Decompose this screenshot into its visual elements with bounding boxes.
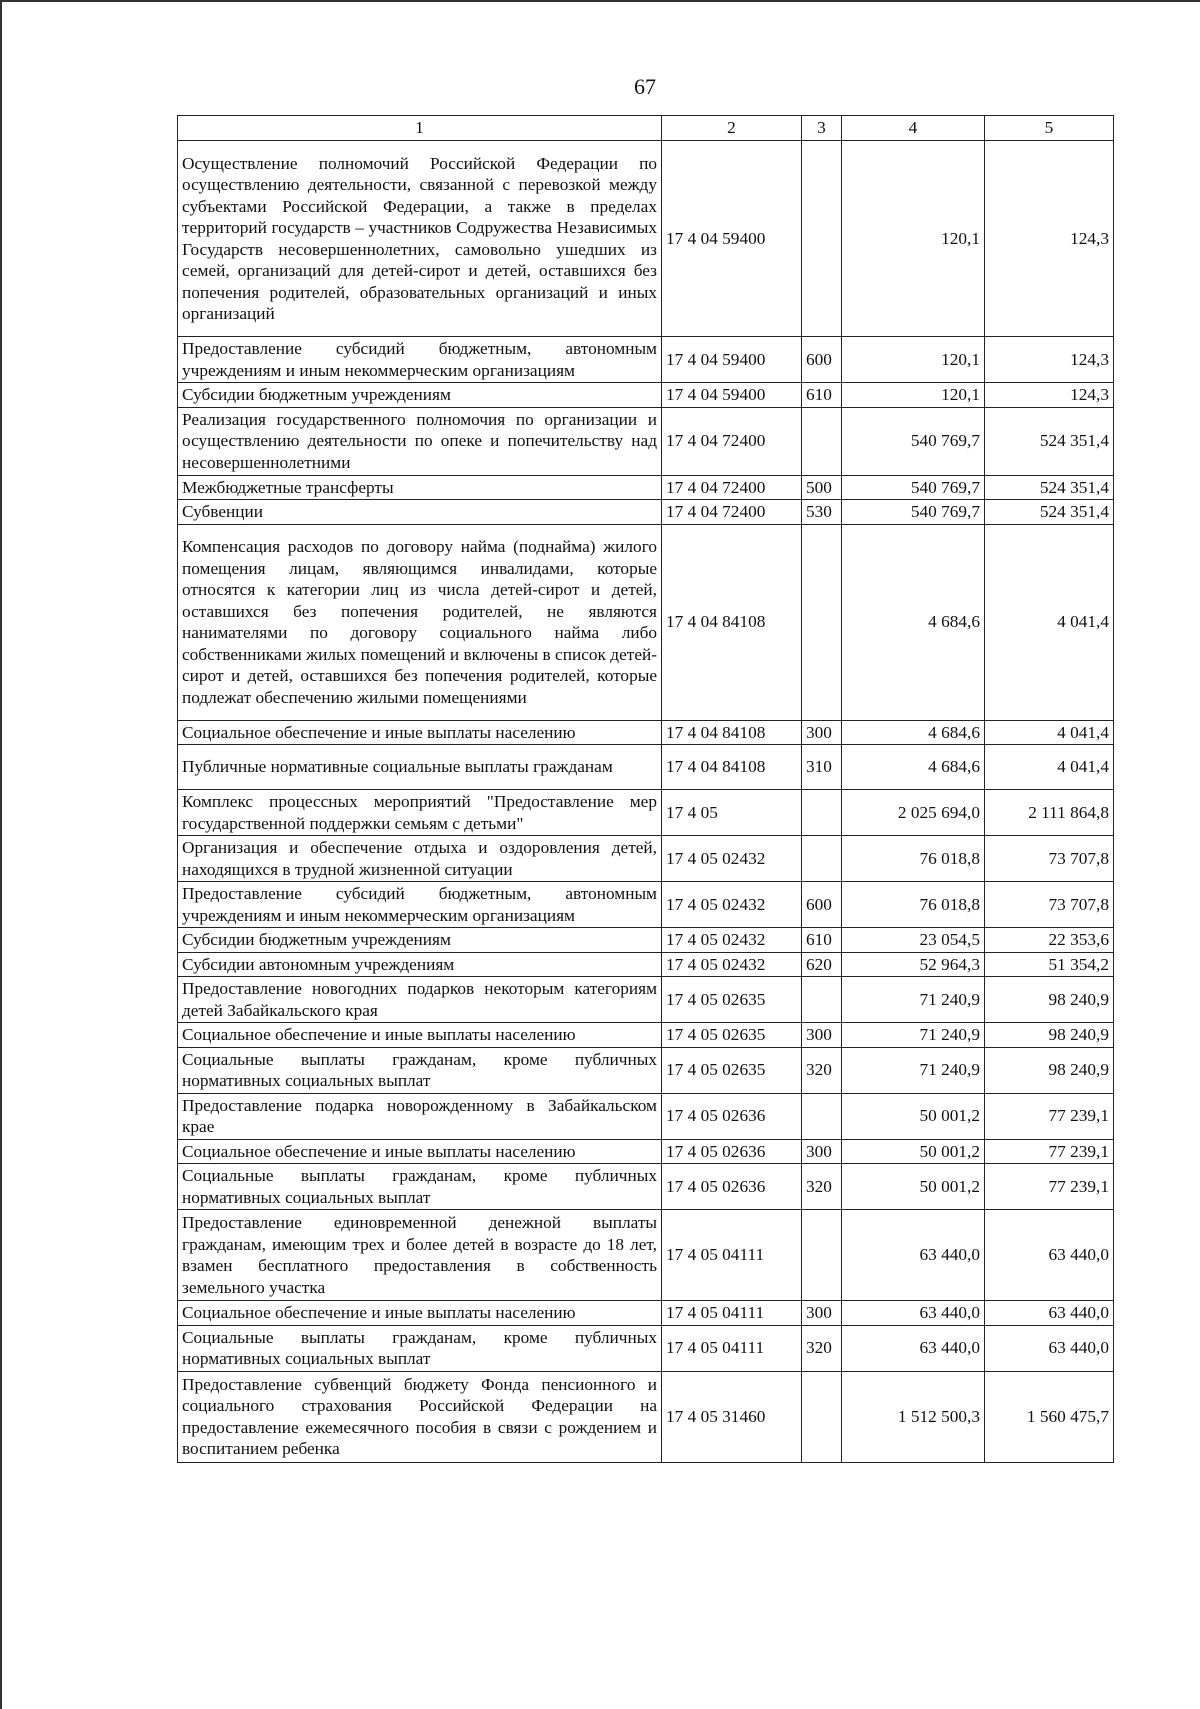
row-name: Субсидии бюджетным учреждениям bbox=[178, 383, 662, 408]
row-value-col4: 50 001,2 bbox=[842, 1139, 985, 1164]
row-value-col4: 4 684,6 bbox=[842, 745, 985, 790]
row-value-col5: 98 240,9 bbox=[985, 977, 1114, 1023]
row-value-col4: 540 769,7 bbox=[842, 407, 985, 475]
row-value-col5: 98 240,9 bbox=[985, 1023, 1114, 1048]
table-row bbox=[178, 1093, 1114, 1139]
row-expense-type: 610 bbox=[802, 383, 842, 408]
row-name: Субсидии автономным учреждениям bbox=[178, 952, 662, 977]
row-value-col5: 1 560 475,7 bbox=[985, 1371, 1114, 1462]
table-row bbox=[178, 977, 1114, 1023]
row-expense-type: 310 bbox=[802, 745, 842, 790]
row-expense-type: 600 bbox=[802, 882, 842, 928]
row-name: Социальное обеспечение и иные выплаты населению bbox=[178, 1023, 662, 1048]
row-expense-type bbox=[802, 977, 842, 1023]
row-expense-type: 320 bbox=[802, 1047, 842, 1093]
table-header-row bbox=[178, 116, 1114, 141]
row-value-col4: 63 440,0 bbox=[842, 1301, 985, 1326]
page-number: 67 bbox=[634, 74, 656, 99]
row-name: Организация и обеспечение отдыха и оздоровления детей, находящихся в трудной жизненной ситуации bbox=[178, 836, 662, 882]
table-row bbox=[178, 475, 1114, 500]
table-row bbox=[178, 383, 1114, 408]
row-expense-type bbox=[802, 407, 842, 475]
row-value-col4: 540 769,7 bbox=[842, 475, 985, 500]
row-value-col4: 52 964,3 bbox=[842, 952, 985, 977]
table-row bbox=[178, 836, 1114, 882]
row-code: 17 4 04 59400 bbox=[662, 383, 802, 408]
budget-table bbox=[177, 115, 1114, 1463]
row-name: Компенсация расходов по договору найма (поднайма) жилого помещения лицам, являющимся инвалидами, которые относятся к категории лиц из числа детей-сирот и детей, оставшихся без попечения родителей, не являются нанимателями по договору социального найма либо собственниками жилых помещений и включены в список детей-сирот и детей, оставшихся без попечения родителей, которые подлежат обеспечению жилыми помещениями bbox=[178, 524, 662, 720]
row-expense-type: 620 bbox=[802, 952, 842, 977]
row-expense-type: 300 bbox=[802, 1301, 842, 1326]
row-value-col5: 524 351,4 bbox=[985, 475, 1114, 500]
row-value-col5: 63 440,0 bbox=[985, 1210, 1114, 1301]
row-code: 17 4 05 bbox=[662, 790, 802, 836]
row-value-col5: 98 240,9 bbox=[985, 1047, 1114, 1093]
column-header-3: 3 bbox=[802, 116, 842, 141]
row-value-col5: 22 353,6 bbox=[985, 928, 1114, 953]
table-row bbox=[178, 1023, 1114, 1048]
table-row bbox=[178, 1139, 1114, 1164]
row-code: 17 4 04 72400 bbox=[662, 500, 802, 525]
row-value-col5: 51 354,2 bbox=[985, 952, 1114, 977]
table-row bbox=[178, 524, 1114, 720]
row-value-col5: 124,3 bbox=[985, 337, 1114, 383]
row-value-col5: 77 239,1 bbox=[985, 1139, 1114, 1164]
row-value-col4: 540 769,7 bbox=[842, 500, 985, 525]
row-value-col4: 4 684,6 bbox=[842, 524, 985, 720]
table-row bbox=[178, 337, 1114, 383]
table-row bbox=[178, 928, 1114, 953]
row-name: Публичные нормативные социальные выплаты гражданам bbox=[178, 745, 662, 790]
row-code: 17 4 05 02432 bbox=[662, 882, 802, 928]
row-expense-type bbox=[802, 141, 842, 337]
row-name: Социальные выплаты гражданам, кроме публичных нормативных социальных выплат bbox=[178, 1325, 662, 1371]
row-expense-type bbox=[802, 524, 842, 720]
row-expense-type bbox=[802, 1371, 842, 1462]
table-row bbox=[178, 1371, 1114, 1462]
row-name: Социальное обеспечение и иные выплаты населению bbox=[178, 1139, 662, 1164]
row-expense-type bbox=[802, 790, 842, 836]
row-expense-type: 320 bbox=[802, 1325, 842, 1371]
row-name: Социальное обеспечение и иные выплаты населению bbox=[178, 720, 662, 745]
row-value-col4: 63 440,0 bbox=[842, 1210, 985, 1301]
row-value-col5: 4 041,4 bbox=[985, 745, 1114, 790]
row-code: 17 4 05 02432 bbox=[662, 836, 802, 882]
table-row bbox=[178, 1047, 1114, 1093]
row-value-col4: 76 018,8 bbox=[842, 882, 985, 928]
row-code: 17 4 04 72400 bbox=[662, 475, 802, 500]
row-name: Межбюджетные трансферты bbox=[178, 475, 662, 500]
row-code: 17 4 05 02636 bbox=[662, 1139, 802, 1164]
row-name: Предоставление субвенций бюджету Фонда пенсионного и социального страхования Российской Федерации на предоставление ежемесячного пособия в связи с рождением и воспитанием ребенка bbox=[178, 1371, 662, 1462]
row-name: Социальные выплаты гражданам, кроме публичных нормативных социальных выплат bbox=[178, 1164, 662, 1210]
row-value-col5: 77 239,1 bbox=[985, 1093, 1114, 1139]
row-value-col5: 63 440,0 bbox=[985, 1301, 1114, 1326]
row-expense-type bbox=[802, 1093, 842, 1139]
row-code: 17 4 04 84108 bbox=[662, 745, 802, 790]
row-expense-type: 300 bbox=[802, 1023, 842, 1048]
row-value-col4: 71 240,9 bbox=[842, 1047, 985, 1093]
table-row bbox=[178, 1301, 1114, 1326]
row-expense-type: 530 bbox=[802, 500, 842, 525]
row-name: Социальные выплаты гражданам, кроме публичных нормативных социальных выплат bbox=[178, 1047, 662, 1093]
row-code: 17 4 05 02432 bbox=[662, 952, 802, 977]
row-code: 17 4 05 04111 bbox=[662, 1301, 802, 1326]
row-value-col4: 120,1 bbox=[842, 141, 985, 337]
row-code: 17 4 05 02635 bbox=[662, 1023, 802, 1048]
row-expense-type: 300 bbox=[802, 720, 842, 745]
table-row bbox=[178, 1210, 1114, 1301]
row-name: Реализация государственного полномочия по организации и осуществлению деятельности по опеке и попечительству над несовершеннолетними bbox=[178, 407, 662, 475]
row-value-col5: 4 041,4 bbox=[985, 720, 1114, 745]
table-row bbox=[178, 1164, 1114, 1210]
row-value-col5: 2 111 864,8 bbox=[985, 790, 1114, 836]
row-name: Социальное обеспечение и иные выплаты населению bbox=[178, 1301, 662, 1326]
row-name: Субвенции bbox=[178, 500, 662, 525]
row-code: 17 4 05 31460 bbox=[662, 1371, 802, 1462]
column-header-1: 1 bbox=[178, 116, 662, 141]
row-value-col5: 124,3 bbox=[985, 141, 1114, 337]
row-value-col4: 23 054,5 bbox=[842, 928, 985, 953]
row-value-col5: 524 351,4 bbox=[985, 407, 1114, 475]
row-code: 17 4 05 02635 bbox=[662, 977, 802, 1023]
row-value-col4: 120,1 bbox=[842, 337, 985, 383]
row-code: 17 4 05 02635 bbox=[662, 1047, 802, 1093]
row-code: 17 4 04 72400 bbox=[662, 407, 802, 475]
table-row bbox=[178, 790, 1114, 836]
row-code: 17 4 05 02432 bbox=[662, 928, 802, 953]
table-row bbox=[178, 1325, 1114, 1371]
row-expense-type: 500 bbox=[802, 475, 842, 500]
row-value-col4: 120,1 bbox=[842, 383, 985, 408]
row-value-col4: 2 025 694,0 bbox=[842, 790, 985, 836]
table-row bbox=[178, 500, 1114, 525]
row-name: Субсидии бюджетным учреждениям bbox=[178, 928, 662, 953]
row-code: 17 4 04 59400 bbox=[662, 337, 802, 383]
row-value-col4: 1 512 500,3 bbox=[842, 1371, 985, 1462]
column-header-5: 5 bbox=[985, 116, 1114, 141]
row-value-col5: 524 351,4 bbox=[985, 500, 1114, 525]
row-name: Осуществление полномочий Российской Федерации по осуществлению деятельности, связанной с перевозкой между субъектами Российской Федерации, а также в пределах территорий государств – участников Содружества Независимых Государств несовершеннолетних, самовольно ушедших из семей, организаций для детей-сирот и детей, оставшихся без попечения родителей, образовательных организаций и иных организаций bbox=[178, 141, 662, 337]
row-expense-type: 600 bbox=[802, 337, 842, 383]
row-expense-type: 320 bbox=[802, 1164, 842, 1210]
row-value-col4: 4 684,6 bbox=[842, 720, 985, 745]
row-value-col5: 77 239,1 bbox=[985, 1164, 1114, 1210]
row-code: 17 4 05 02636 bbox=[662, 1164, 802, 1210]
row-value-col4: 50 001,2 bbox=[842, 1164, 985, 1210]
column-header-2: 2 bbox=[662, 116, 802, 141]
row-name: Предоставление новогодних подарков некоторым категориям детей Забайкальского края bbox=[178, 977, 662, 1023]
table-row bbox=[178, 745, 1114, 790]
row-name: Предоставление единовременной денежной выплаты гражданам, имеющим трех и более детей в возрасте до 18 лет, взамен бесплатного предоставления в собственность земельного участка bbox=[178, 1210, 662, 1301]
row-name: Комплекс процессных мероприятий "Предоставление мер государственной поддержки семьям с детьми" bbox=[178, 790, 662, 836]
table-row bbox=[178, 141, 1114, 337]
row-value-col4: 71 240,9 bbox=[842, 977, 985, 1023]
row-value-col5: 63 440,0 bbox=[985, 1325, 1114, 1371]
row-value-col5: 124,3 bbox=[985, 383, 1114, 408]
row-value-col4: 71 240,9 bbox=[842, 1023, 985, 1048]
row-expense-type bbox=[802, 1210, 842, 1301]
row-code: 17 4 04 84108 bbox=[662, 720, 802, 745]
row-code: 17 4 05 02636 bbox=[662, 1093, 802, 1139]
row-value-col5: 73 707,8 bbox=[985, 836, 1114, 882]
row-value-col5: 4 041,4 bbox=[985, 524, 1114, 720]
row-expense-type: 610 bbox=[802, 928, 842, 953]
row-name: Предоставление подарка новорожденному в Забайкальском крае bbox=[178, 1093, 662, 1139]
row-code: 17 4 04 59400 bbox=[662, 141, 802, 337]
row-expense-type bbox=[802, 836, 842, 882]
row-value-col4: 63 440,0 bbox=[842, 1325, 985, 1371]
row-value-col4: 50 001,2 bbox=[842, 1093, 985, 1139]
row-value-col4: 76 018,8 bbox=[842, 836, 985, 882]
row-expense-type: 300 bbox=[802, 1139, 842, 1164]
table-row bbox=[178, 407, 1114, 475]
column-header-4: 4 bbox=[842, 116, 985, 141]
table-row bbox=[178, 882, 1114, 928]
row-name: Предоставление субсидий бюджетным, автономным учреждениям и иным некоммерческим организациям bbox=[178, 882, 662, 928]
table-row bbox=[178, 952, 1114, 977]
row-code: 17 4 05 04111 bbox=[662, 1325, 802, 1371]
table-row bbox=[178, 720, 1114, 745]
row-name: Предоставление субсидий бюджетным, автономным учреждениям и иным некоммерческим организациям bbox=[178, 337, 662, 383]
row-code: 17 4 05 04111 bbox=[662, 1210, 802, 1301]
row-code: 17 4 04 84108 bbox=[662, 524, 802, 720]
row-value-col5: 73 707,8 bbox=[985, 882, 1114, 928]
